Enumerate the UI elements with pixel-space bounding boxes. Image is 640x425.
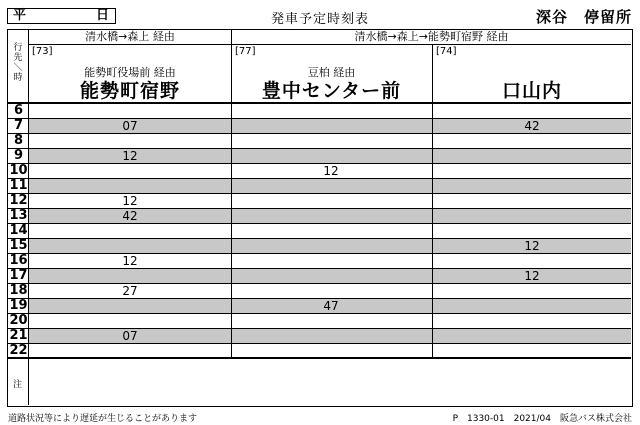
column-2-sub-via: 豆柏 経由 <box>307 66 356 79</box>
column-3-destination: 口山内 <box>501 80 562 102</box>
column-2-destination: 豊中センター前 <box>261 80 402 102</box>
hour-label: 9 <box>13 147 24 163</box>
day-type-char-2: 日 <box>96 8 110 23</box>
table-row <box>8 194 631 209</box>
minutes-cell: 12 <box>524 238 540 253</box>
hour-label: 22 <box>9 342 28 358</box>
page-title: 発車予定時刻表 <box>270 12 369 27</box>
table-row <box>8 209 631 224</box>
minutes-cell: 42 <box>122 208 138 223</box>
footer-note: 道路状況等により遅延が生じることがあります <box>8 414 198 424</box>
table-row <box>8 239 631 254</box>
side-label-char: ＼ <box>13 63 23 73</box>
minutes-cell: 12 <box>524 268 540 283</box>
table-row <box>8 329 631 344</box>
minutes-cell: 07 <box>122 328 138 343</box>
side-label <box>11 43 25 83</box>
hour-label: 19 <box>9 297 28 313</box>
table-row <box>8 179 631 194</box>
stop-name: 深谷 停留所 <box>535 8 632 26</box>
hour-label: 16 <box>9 252 28 268</box>
column-1-route-number: [73] <box>32 46 53 57</box>
hour-label: 20 <box>9 312 28 328</box>
hour-label: 21 <box>9 327 28 343</box>
column-divider-2 <box>432 44 433 357</box>
column-1-via-top: 清水橋→森上 経由 <box>85 30 175 43</box>
minutes-cell: 12 <box>122 193 138 208</box>
minutes-cell: 12 <box>323 163 339 178</box>
column-1-sub-via: 能勢町役場前 経由 <box>84 66 176 79</box>
minutes-cell: 12 <box>122 148 138 163</box>
table-row <box>8 149 631 164</box>
hour-label: 8 <box>13 132 24 148</box>
side-label-char: 時 <box>13 73 23 83</box>
column-3-route-number: [74] <box>436 46 457 57</box>
footer-code: P 1330-01 2021/04 阪急バス株式会社 <box>452 414 632 424</box>
hour-label: 17 <box>9 267 28 283</box>
day-type-box <box>7 8 116 24</box>
note-divider <box>8 357 631 358</box>
hour-label: 12 <box>9 192 28 208</box>
note-label: 注 <box>13 380 23 390</box>
hour-label: 7 <box>13 117 24 133</box>
side-label-char: 行 <box>13 43 23 53</box>
table-row <box>8 314 631 329</box>
column-1-destination: 能勢町宿野 <box>79 80 180 102</box>
minutes-cell: 42 <box>524 118 540 133</box>
side-label-char: 先 <box>13 53 23 63</box>
minutes-cell: 07 <box>122 118 138 133</box>
column-2-route-number: [77] <box>235 46 256 57</box>
header-divider <box>29 44 631 45</box>
table-row <box>8 164 631 179</box>
table-row <box>8 254 631 269</box>
hour-label: 11 <box>9 177 28 193</box>
minutes-cell: 27 <box>122 283 138 298</box>
minutes-cell: 12 <box>122 253 138 268</box>
hour-label: 14 <box>9 222 28 238</box>
minutes-cell: 47 <box>323 298 339 313</box>
table-row <box>8 119 631 134</box>
hour-column-divider <box>28 30 29 405</box>
table-row <box>8 299 631 314</box>
table-row <box>8 104 631 119</box>
row-shading <box>29 179 631 194</box>
hour-label: 13 <box>9 207 28 223</box>
hour-label: 15 <box>9 237 28 253</box>
hour-label: 6 <box>13 102 24 118</box>
timetable-grid <box>7 29 633 407</box>
hour-label: 18 <box>9 282 28 298</box>
column-divider-1 <box>231 30 232 357</box>
table-row <box>8 134 631 149</box>
column-2-via-top: 清水橋→森上→能勢町宿野 経由 <box>354 30 509 43</box>
hour-label: 10 <box>9 162 28 178</box>
table-row <box>8 269 631 284</box>
table-row <box>8 284 631 299</box>
day-type-char-1: 平 <box>13 8 27 23</box>
table-row <box>8 224 631 239</box>
